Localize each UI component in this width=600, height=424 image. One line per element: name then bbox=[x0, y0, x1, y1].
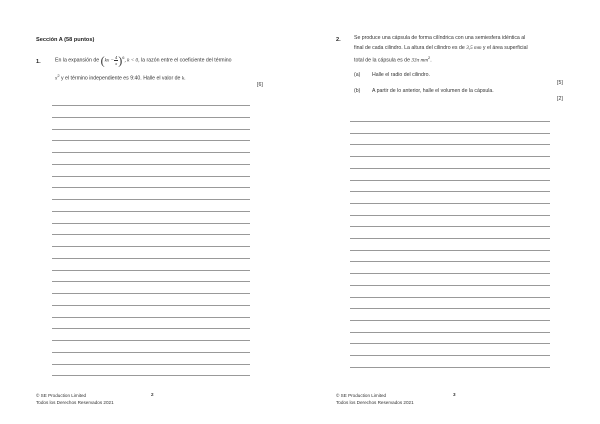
answer-line[interactable] bbox=[52, 129, 250, 130]
footer-copyright: © SE Production Limited bbox=[36, 393, 87, 398]
question-2-line2-end: y el área superficial bbox=[482, 45, 528, 51]
fraction-numerator: 4 bbox=[115, 54, 118, 60]
answer-line[interactable] bbox=[350, 343, 550, 344]
answer-line[interactable] bbox=[350, 203, 550, 204]
answer-line[interactable] bbox=[52, 281, 250, 282]
answer-line[interactable] bbox=[350, 156, 550, 157]
answer-line[interactable] bbox=[52, 223, 250, 224]
expr-kx: kx − bbox=[104, 57, 114, 64]
answer-line[interactable] bbox=[350, 261, 550, 262]
answer-line[interactable] bbox=[52, 270, 250, 271]
close-paren: ) bbox=[118, 53, 123, 68]
answer-line[interactable] bbox=[350, 168, 550, 169]
part-a-text: Halle el radio del cilindro. bbox=[372, 72, 430, 78]
answer-line[interactable] bbox=[350, 144, 550, 145]
answer-line[interactable] bbox=[52, 140, 250, 141]
area-value: 33π mm bbox=[411, 57, 428, 64]
answer-line[interactable] bbox=[52, 375, 250, 376]
term-x: x bbox=[55, 75, 58, 82]
answer-line[interactable] bbox=[350, 180, 550, 181]
answer-line[interactable] bbox=[52, 364, 250, 365]
var-k: k bbox=[181, 75, 185, 82]
section-title: Sección A (58 puntos) bbox=[36, 37, 95, 43]
answer-line[interactable] bbox=[350, 250, 550, 251]
answer-line[interactable] bbox=[52, 152, 250, 153]
part-a-label: (a) bbox=[354, 72, 361, 78]
open-paren: ( bbox=[100, 53, 105, 68]
question-1-intro: En la expansión de bbox=[55, 57, 100, 64]
footer-right bbox=[336, 392, 414, 406]
fraction-denominator: x bbox=[115, 60, 118, 66]
answer-line[interactable] bbox=[52, 258, 250, 259]
page-number: 2 bbox=[151, 392, 154, 397]
answer-line[interactable] bbox=[52, 340, 250, 341]
answer-line[interactable] bbox=[52, 293, 250, 294]
answer-line[interactable] bbox=[350, 121, 550, 122]
right-page bbox=[300, 0, 600, 424]
condition: , k < 0 bbox=[124, 57, 139, 64]
answer-line[interactable] bbox=[350, 332, 550, 333]
answer-line[interactable] bbox=[52, 317, 250, 318]
answer-line[interactable] bbox=[350, 367, 550, 368]
footer-rights: Todos los Derechos Reservados 2021 bbox=[36, 400, 114, 405]
footer-rights: Todos los Derechos Reservados 2021 bbox=[336, 400, 414, 405]
question-2-line-1: Se produce una cápsula de forma cilíndrica con una semiesfera idéntica al bbox=[354, 35, 526, 41]
answer-line[interactable] bbox=[350, 238, 550, 239]
question-2-number: 2. bbox=[336, 37, 341, 43]
footer-copyright: © SE Production Limited bbox=[336, 393, 387, 398]
question-1-line-2: $x^2$ y el término independiente es 9:40. Halle el valor de k. bbox=[55, 73, 186, 82]
answer-line[interactable] bbox=[52, 187, 250, 188]
answer-line[interactable] bbox=[52, 176, 250, 177]
question-2-line-3: total de la cápsula es de 33π $mm^2$. bbox=[354, 55, 432, 64]
question-1-number: 1. bbox=[36, 59, 41, 65]
answer-line[interactable] bbox=[350, 226, 550, 227]
answer-line[interactable] bbox=[52, 199, 250, 200]
question-1-line2-text: y el término independiente es 9:40. Halle el valor de bbox=[61, 75, 181, 82]
answer-line[interactable] bbox=[52, 246, 250, 247]
question-2-line2-text: final de cada cilindro. La altura del cilindro es de bbox=[354, 45, 465, 51]
footer-left bbox=[36, 392, 114, 406]
height-value: 3,5 mm bbox=[466, 45, 482, 51]
part-b-label: (b) bbox=[354, 88, 361, 94]
area-power: 2 bbox=[427, 55, 431, 60]
expr-power: 6 bbox=[122, 55, 125, 60]
answer-line[interactable] bbox=[350, 285, 550, 286]
question-1-marks: [6] bbox=[257, 82, 263, 88]
term-power: 2 bbox=[57, 73, 60, 78]
answer-line[interactable] bbox=[52, 328, 250, 329]
answer-lines-right[interactable] bbox=[350, 0, 550, 424]
part-b-text: A partir de lo anterior, halle el volumen de la cápsula. bbox=[372, 88, 494, 94]
answer-line[interactable] bbox=[350, 273, 550, 274]
answer-line[interactable] bbox=[52, 164, 250, 165]
answer-line[interactable] bbox=[350, 215, 550, 216]
part-a-marks: [5] bbox=[557, 80, 563, 86]
answer-line[interactable] bbox=[52, 234, 250, 235]
answer-line[interactable] bbox=[350, 133, 550, 134]
answer-line[interactable] bbox=[52, 211, 250, 212]
answer-line[interactable] bbox=[350, 297, 550, 298]
answer-line[interactable] bbox=[350, 320, 550, 321]
answer-line[interactable] bbox=[350, 308, 550, 309]
question-2-line3-text: total de la cápsula es de bbox=[354, 57, 410, 64]
page-number: 3 bbox=[453, 392, 456, 397]
answer-line[interactable] bbox=[350, 191, 550, 192]
part-b-marks: [2] bbox=[557, 96, 563, 102]
answer-line[interactable] bbox=[52, 117, 250, 118]
answer-line[interactable] bbox=[52, 352, 250, 353]
question-1-after: , la razón entre el coeficiente del término bbox=[138, 57, 232, 64]
answer-line[interactable] bbox=[52, 305, 250, 306]
answer-line[interactable] bbox=[350, 355, 550, 356]
answer-lines-left[interactable] bbox=[52, 0, 250, 424]
answer-line[interactable] bbox=[52, 105, 250, 106]
